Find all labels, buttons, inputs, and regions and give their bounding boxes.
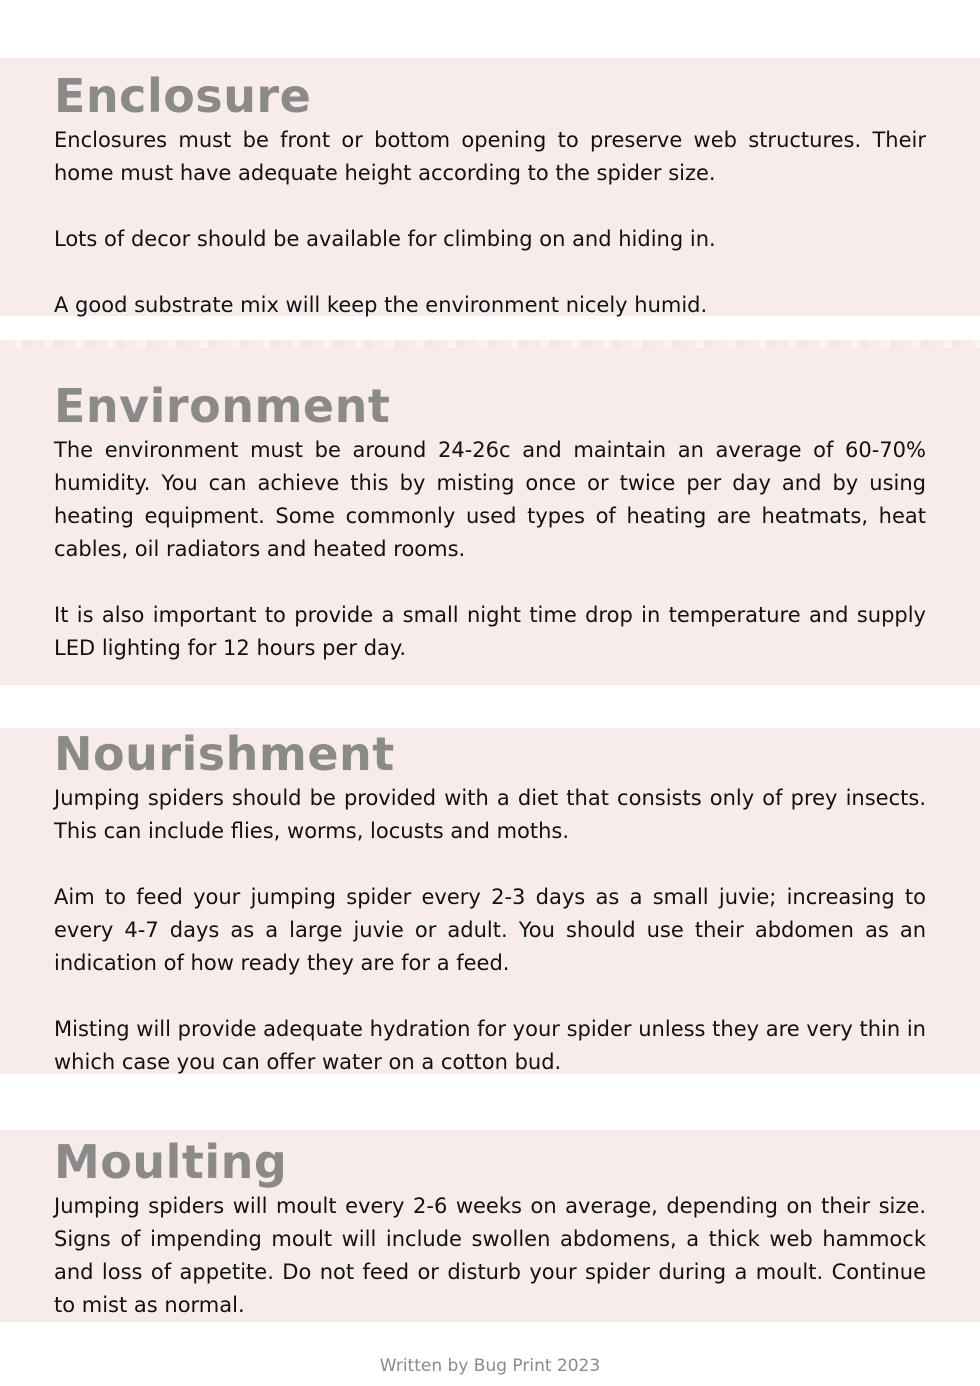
nourishment-section [54,728,926,1079]
nourishment-paragraph: Jumping spiders should be provided with a diet that consists only of prey insects. This can include flies, worms, locusts and moths. [54,786,926,843]
enclosure-paragraph: Enclosures must be front or bottom opening to preserve web structures. Their home must have adequate height according to the spider size. [54,128,926,185]
moulting-paragraph: Jumping spiders will moult every 2-6 weeks on average, depending on their size. Signs of impending moult will include swollen abdomens, a thick web hammock and loss of appetite. Do not feed or disturb your spider during a moult. Continue to mist as normal. [54,1194,926,1317]
nourishment-paragraph: Misting will provide adequate hydration for your spider unless they are very thin in which case you can offer water on a cotton bud. [54,1017,926,1074]
moulting-heading: Moulting [54,1135,288,1189]
enclosure-heading: Enclosure [54,69,312,123]
nourishment-paragraph: Aim to feed your jumping spider every 2-3 days as a small juvie; increasing to every 4-7 days as a large juvie or adult. You should use their abdomen as an indication of how ready they are for a feed. [54,885,926,975]
enclosure-paragraph: Lots of decor should be available for climbing on and hiding in. [54,227,716,251]
nourishment-heading: Nourishment [54,727,395,781]
enclosure-paragraph: A good substrate mix will keep the environment nicely humid. [54,293,708,317]
moulting-section [54,1136,926,1322]
footer-credit: Written by Bug Print 2023 [379,1356,601,1376]
band-torn-edge [0,340,980,348]
environment-heading: Environment [54,379,391,433]
environment-paragraph: It is also important to provide a small night time drop in temperature and supply LED lighting for 12 hours per day. [54,603,926,660]
environment-paragraph: The environment must be around 24-26c and maintain an average of 60-70% humidity. You can achieve this by misting once or twice per day and by using heating equipment. Some commonly used types of heating are heatmats, heat cables, oil radiators and heated rooms. [54,438,926,561]
enclosure-section [54,70,926,322]
environment-section [54,380,926,665]
